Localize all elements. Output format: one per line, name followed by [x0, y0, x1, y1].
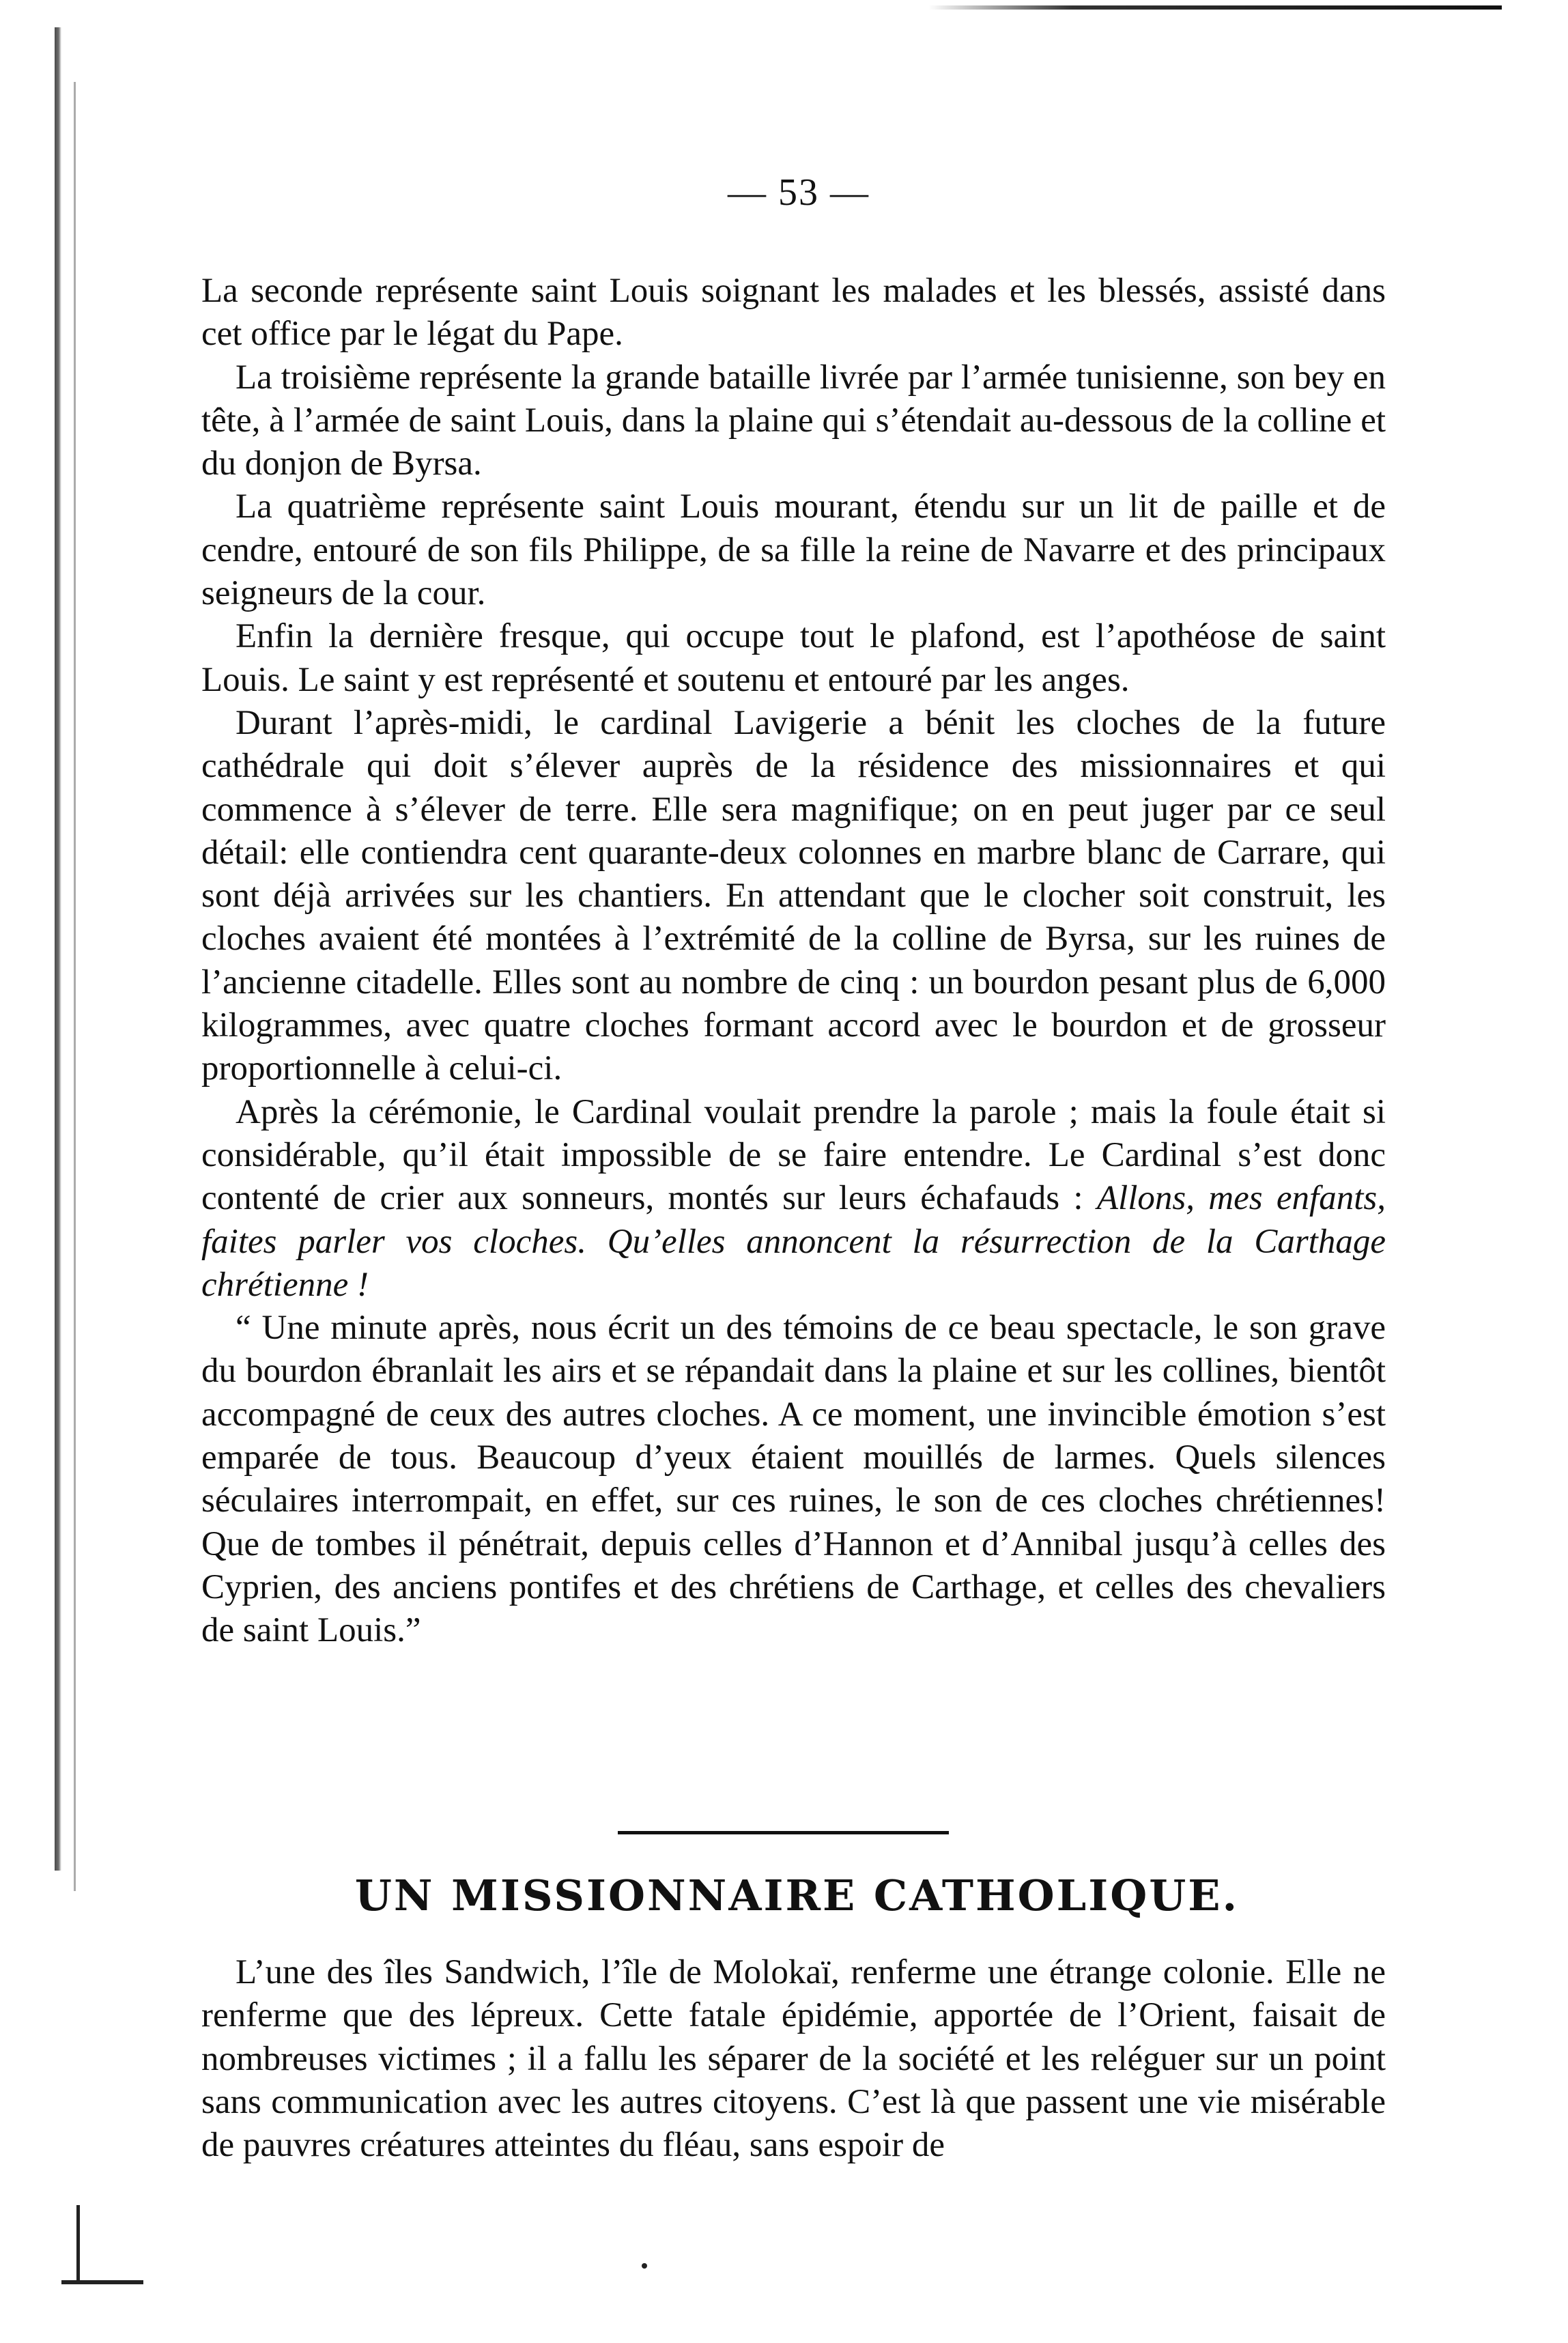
paragraph-1: La seconde représente saint Louis soignant les malades et les blessés, assisté dans cet office par le légat du Pape. [201, 272, 1386, 354]
ink-dot [642, 2263, 647, 2269]
cardinal-quote: Allons, mes enfants, faites parler vos cloches. Qu’elles annoncent la résurrection de la Carthage chrétienne ! [201, 1179, 1386, 1304]
section-text [201, 1951, 1386, 2167]
scan-artifact-bottom [61, 2280, 143, 2284]
section-divider [618, 1831, 949, 1834]
section-paragraph: L’une des îles Sandwich, l’île de Molokaï, renferme une étrange colonie. Elle ne renferme que des lépreux. Cette fatale épidémie, apportée de l’Orient, faisait de nombreuses victimes ; il a fallu les séparer de la société et les reléguer sur un point sans communication avec les autres citoyens. C’est là que passent une vie misérable de pauvres créatures atteintes du fléau, sans espoir de [201, 1953, 1386, 2165]
scan-artifact-top [928, 5, 1502, 10]
scan-artifact-bottom-vertical [76, 2205, 80, 2284]
binding-shadow-line [74, 82, 76, 1891]
binding-shadow [55, 27, 61, 1871]
page-number: — 53 — [728, 171, 870, 214]
paragraph-4: Enfin la dernière fresque, qui occupe tout le plafond, est l’apothéose de saint Louis. Le saint y est représenté et soutenu et entouré par les anges. [201, 617, 1386, 699]
paragraph-2: La troisième représente la grande bataille livrée par l’armée tunisienne, son bey en tête, à l’armée de saint Louis, dans la plaine qui s’étendait au-dessous de la colline et du donjon de Byrsa. [201, 358, 1386, 483]
ceremony-text: Après la cérémonie, le Cardinal voulait prendre la parole ; mais la foule était si considérable, qu’il était impossible de se faire entendre. Le Cardinal s’est donc contenté de crier aux sonneurs, montés sur leurs échafauds : [201, 1092, 1386, 1218]
section-title: UN MISSIONNAIRE CATHOLIQUE. [354, 1871, 1240, 1920]
body-text [201, 270, 1386, 1653]
paragraph-3: La quatrième représente saint Louis mourant, étendu sur un lit de paille et de cendre, entouré de son fils Philippe, de sa fille la reine de Navarre et des principaux seigneurs de la cour. [201, 487, 1386, 613]
paragraph-ceremony [201, 1091, 1386, 1307]
paragraph-5: Durant l’après-midi, le cardinal Lavigerie a bénit les cloches de la future cathédrale qui doit s’élever auprès de la résidence des missionnaires et qui commence à s’élever de terre. Elle sera magnifique; on en peut juger par ce seul détail: elle contiendra cent quarante-deux colonnes en marbre blanc de Carrare, qui sont déjà arrivées sur les chantiers. En attendant que le clocher soit construit, les cloches avaient été montées à l’extrémité de la colline de Byrsa, sur les ruines de l’ancienne citadelle. Elles sont au nombre de cinq : un bourdon pesant plus de 6,000 kilogrammes, avec quatre cloches formant accord avec le bourdon et de grosseur proportionnelle à celui-ci. [201, 703, 1386, 1088]
paragraph-7: “ Une minute après, nous écrit un des témoins de ce beau spectacle, le son grave du bourdon ébranlait les airs et se répandait dans la plaine et sur les collines, bientôt accompagné de ceux des autres cloches. A ce moment, une invincible émotion s’est emparée de tous. Beaucoup d’yeux étaient mouillés de larmes. Quels silences séculaires interrompait, en effet, sur ces ruines, le son de ces cloches chrétiennes! Que de tombes il pénétrait, depuis celles d’Hannon et d’Annibal jusqu’à celles des Cyprien, des anciens pontifes et des chrétiens de Carthage, et celles des chevaliers de saint Louis.” [201, 1309, 1386, 1650]
